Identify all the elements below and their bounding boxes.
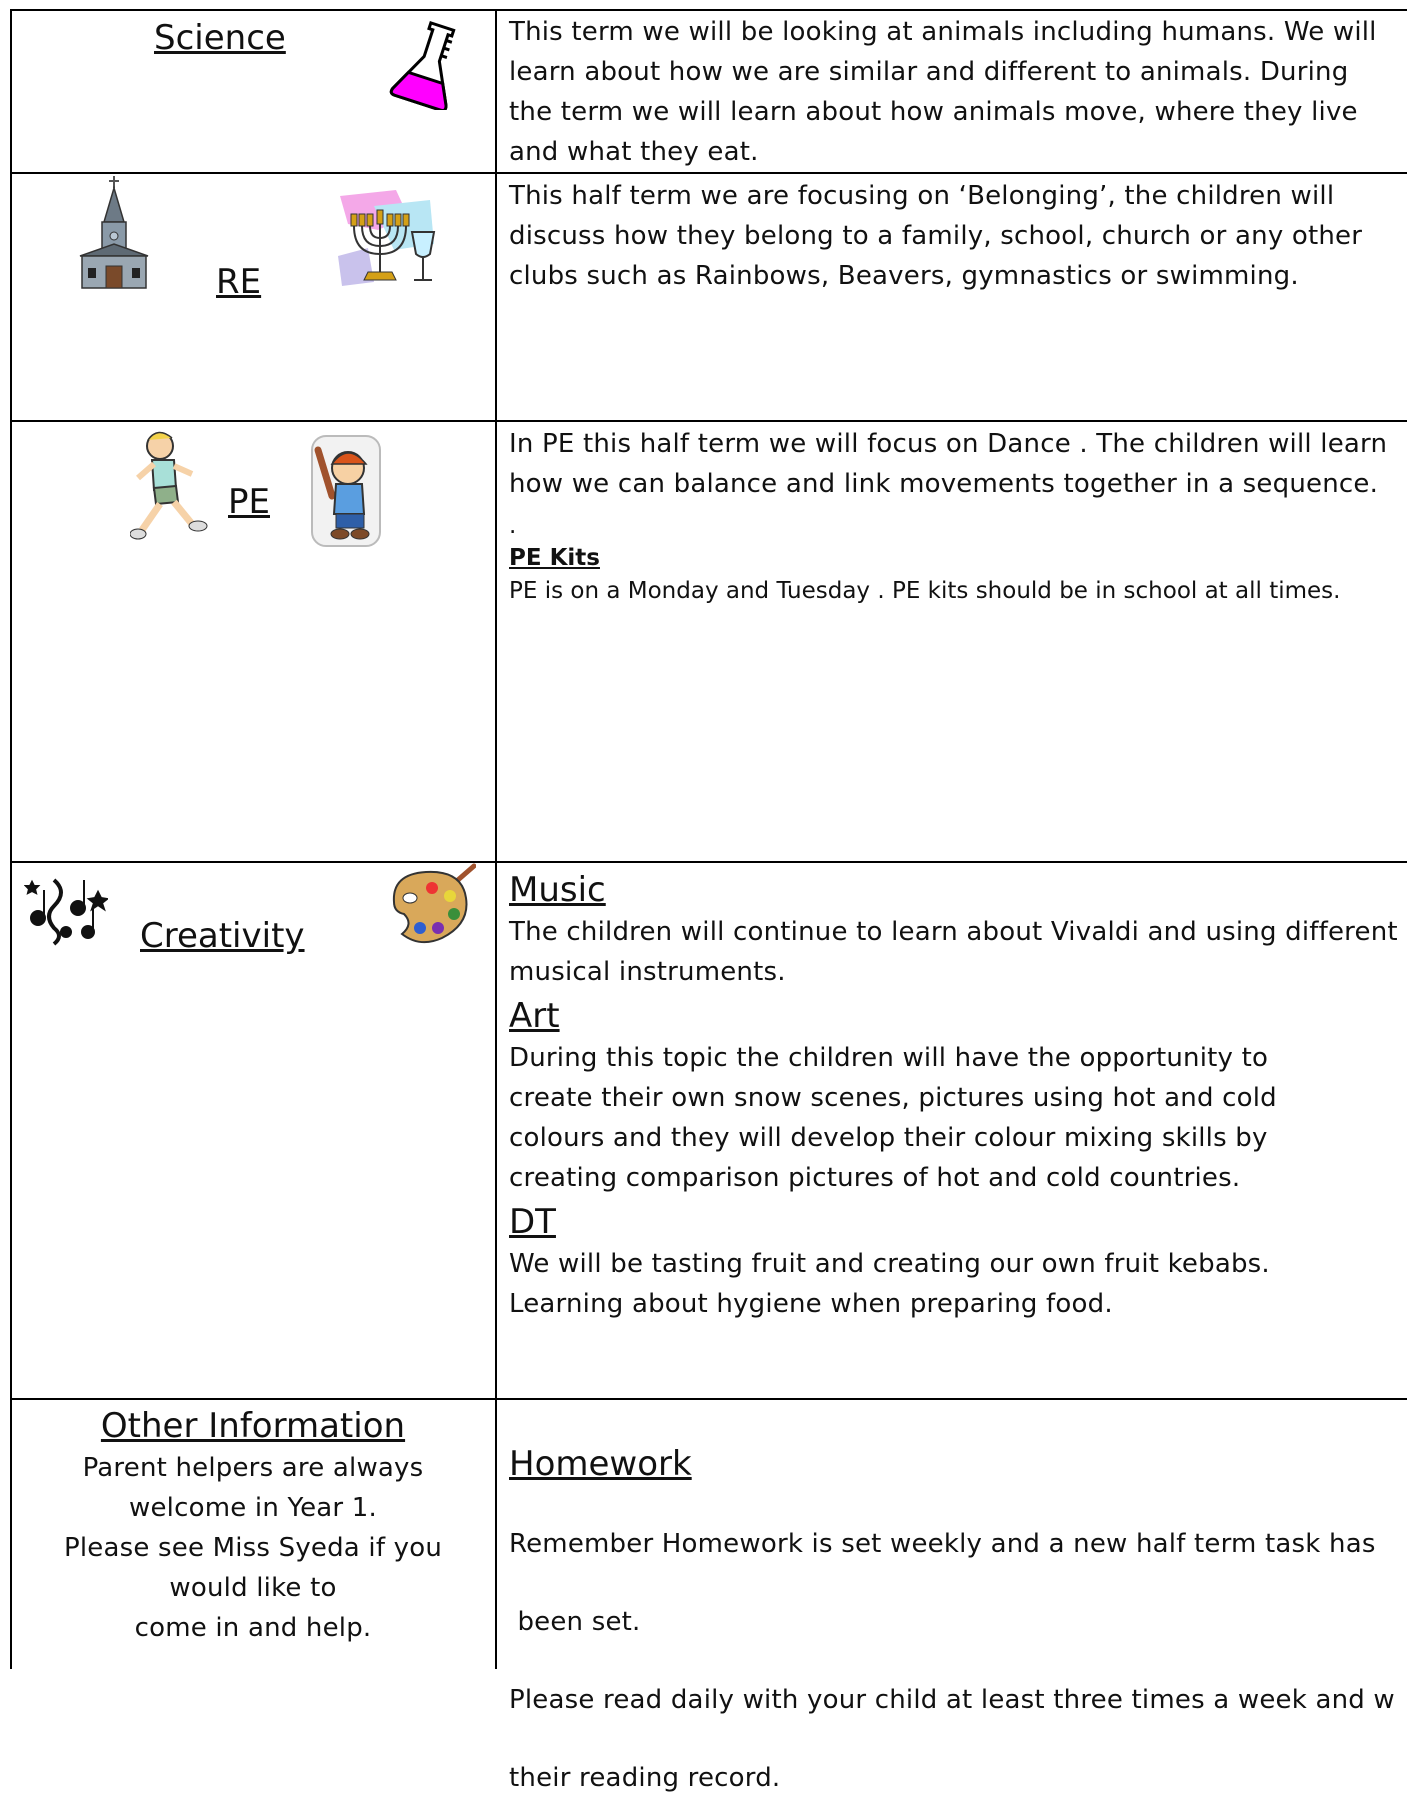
music-heading: Music bbox=[509, 870, 606, 910]
row-divider-3 bbox=[10, 861, 1407, 863]
homework-line-2: been set. bbox=[509, 1607, 641, 1637]
other-info bbox=[12, 1404, 494, 1648]
pe-body: In PE this half term we will focus on Dance . The children will learn how we can balance and link movements together in a sequence. bbox=[509, 429, 1388, 499]
creativity-heading: Creativity bbox=[140, 916, 305, 956]
other-heading: Other Information bbox=[100, 1406, 406, 1446]
pe-kits-body: PE is on a Monday and Tuesday . PE kits should be in school at all times. bbox=[509, 578, 1341, 604]
science-heading: Science bbox=[154, 18, 286, 58]
pe-heading: PE bbox=[228, 482, 270, 522]
dt-body-2: Learning about hygiene when preparing food. bbox=[509, 1289, 1113, 1319]
column-divider bbox=[495, 9, 497, 1669]
other-line-1: Parent helpers are always bbox=[82, 1453, 424, 1483]
flask-icon bbox=[388, 18, 468, 110]
menorah-icon bbox=[334, 186, 440, 294]
re-heading: RE bbox=[216, 262, 262, 302]
science-body: This term we will be looking at animals including humans. We will learn about how we are similar and different to animals. During the term we will learn about how animals move, where they live and what they eat. bbox=[509, 17, 1377, 167]
row-divider-2 bbox=[10, 420, 1407, 422]
other-line-4: would like to bbox=[169, 1573, 337, 1603]
row-divider-4 bbox=[10, 1398, 1407, 1400]
homework-line-4: their reading record. bbox=[509, 1763, 781, 1793]
art-body: During this topic the children will have the opportunity to create their own snow scenes, pictures using hot and cold colours and they will develop their colour mixing skills by creating comparison pictures of hot and cold countries. bbox=[509, 1043, 1277, 1193]
other-line-2: welcome in Year 1. bbox=[129, 1493, 377, 1523]
table-border-top bbox=[10, 9, 1407, 11]
art-heading: Art bbox=[509, 996, 560, 1036]
pe-dot: . bbox=[509, 513, 517, 539]
row-divider-1 bbox=[10, 172, 1407, 174]
other-line-5: come in and help. bbox=[134, 1613, 372, 1643]
homework-heading: Homework bbox=[509, 1444, 692, 1484]
dt-heading: DT bbox=[509, 1202, 556, 1242]
pe-kits-heading: PE Kits bbox=[509, 545, 600, 571]
homework-line-3: Please read daily with your child at least three times a week and w bbox=[509, 1685, 1395, 1715]
dt-body-1: We will be tasting fruit and creating our own fruit kebabs. bbox=[509, 1249, 1270, 1279]
running-boy-icon bbox=[130, 426, 210, 542]
church-icon bbox=[72, 174, 162, 292]
paint-palette-icon bbox=[384, 862, 476, 948]
creativity-text bbox=[509, 868, 1399, 1324]
other-line-3: Please see Miss Syeda if you bbox=[63, 1533, 443, 1563]
re-body: This half term we are focusing on ‘Belonging’, the children will discuss how they belong to a family, school, church or any other clubs such as Rainbows, Beavers, gymnastics or swimming. bbox=[509, 181, 1363, 291]
music-body: The children will continue to learn about Vivaldi and using different musical instruments. bbox=[509, 917, 1398, 987]
homework-line-1: Remember Homework is set weekly and a new half term task has bbox=[509, 1529, 1376, 1559]
homework bbox=[509, 1404, 1407, 1817]
music-notes-icon bbox=[24, 872, 108, 948]
baseball-boy-icon bbox=[310, 434, 382, 548]
pe-text bbox=[509, 424, 1399, 610]
